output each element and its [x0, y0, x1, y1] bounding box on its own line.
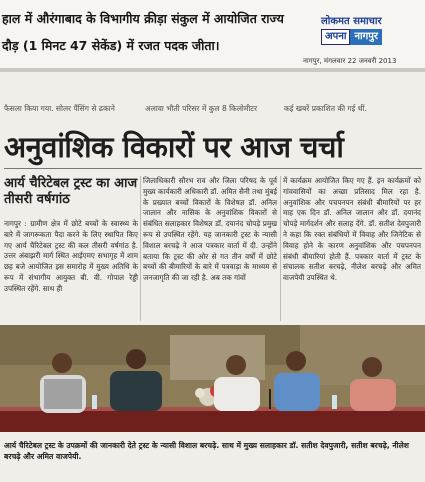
- edition-label-b: नागपुर: [350, 29, 382, 45]
- masthead-name: लोकमत समाचार: [321, 16, 382, 27]
- cut-text-left: फैसला किया गया. सोलर पैंसिंग से ढकाने: [4, 104, 115, 113]
- photo-caption: आर्य चैरिटेबल ट्रस्ट के उपक्रमों की जानकारी देते ट्रस्ट के न्यासी विशाल बरचढ़े. साथ में मुख्य सलाहकार डॉ. सतीश देवपुजारी, सतीश बरचढ़े, नीलेश बरचढ़े और अमित वाजपेयी.: [4, 441, 409, 461]
- column-divider-1: [140, 176, 141, 321]
- article-column-1: नागपुर : ग्रामीण क्षेत्र में छोटे बच्चों के स्वास्थ्य के बारे में जागरूकता पैदा करने के लिए स्थापित किए गए आर्य चैरिटेबल ट्रस्ट की कल तीसरी वर्षगांठ है. उत्तर अंबाझरी मार्ग स्थित आईएमए सभागृह में शाम छह बजे आयोजित इस समारोह में मुख्य अतिथि के रूप में संभागीय आयुक्त बी. वी. गोपाल रेड्डी उपस्थित रहेंगे. साथ ही: [4, 219, 138, 293]
- article-headline: अनुवांशिक विकारों पर आज चर्चा: [4, 130, 344, 164]
- cut-text-right: कई खबरें प्रकाशित की गई थीं.: [284, 104, 367, 113]
- edition-label: [321, 29, 416, 45]
- headline-rule: [4, 168, 422, 169]
- cut-text-mid: अलावा भौती परिसर में कुल 8 किलोमीटर: [145, 104, 258, 113]
- article-column-3: में कार्यक्रम आयोजित किए गए हैं. इन कार्यक्रमों को गांववासियों का अच्छा प्रतिसाद मिल रहा है. अनुवांशिक और पचपनपन संबंधी बीमारियों पर हर माह एक दिन डॉ. अनिल जालान और डॉ. दयानंद चोपड़े मार्गदर्शन और सलाह देंगे. डॉ. सतीश देवपुजारी ने कहा कि रक्त संबंधियों में विवाह और जिनेटिक से विवाह होने के कारण अनुवांशिक और पचपनपन संबंधी बीमारियां होती हैं. पत्रकार वार्ता में ट्रस्ट के संचालक सतीश बरचढ़े, नीलेश बरचढ़े और अमित वाजपेयी उपस्थित थे.: [283, 176, 421, 283]
- edition-label-a: अपना: [321, 29, 350, 45]
- press-photo-illustration: [0, 325, 425, 432]
- masthead: [321, 13, 416, 57]
- article-subhead: आर्य चैरिटेबल ट्रस्ट का आज तीसरी वर्षगांठ: [4, 176, 138, 207]
- previous-article-strip: [0, 0, 425, 70]
- press-conference-photo: [0, 325, 425, 432]
- column-divider-2: [280, 176, 281, 321]
- fold-separator: [0, 68, 425, 72]
- article-column-2: जिलाधिकारी सौरभ राव और जिला परिषद के पूर्व मुख्य कार्यकारी अधिकारी डॉ. अमित सैनी तथा मुंबई के प्रख्यात बच्चों विकारों के विशेषज्ञ डॉ. अनिल जालान और नासिक के अनुवांशिक विकारों से संबंधित सलाहकार विशेषज्ञ डॉ. दयानंद चोपड़े प्रमुख रूप से उपस्थित रहेंगे. यह जानकारी ट्रस्ट के न्यासी विशाल बरचढ़े ने आज पत्रकार वार्ता में दी. उन्होंने बताया कि ट्रस्ट की ओर से गत तीन वर्षों में छोटे बच्चों की बीमारियों के बारे में पत्रवाड़ा के माध्यम से जनजागृति की जा रही है. अब तक गांवों: [143, 176, 277, 283]
- previous-article-line-2: दौड़ (1 मिनट 47 सेकेंड) में रजत पदक जीता।: [2, 38, 220, 53]
- previous-article-line-1: हाल में औरंगाबाद के विभागीय क्रीड़ा संकुल में आयोजित राज्य: [2, 11, 284, 26]
- dateline: नागपुर, मंगलवार 22 जनवरी 2013: [303, 57, 397, 65]
